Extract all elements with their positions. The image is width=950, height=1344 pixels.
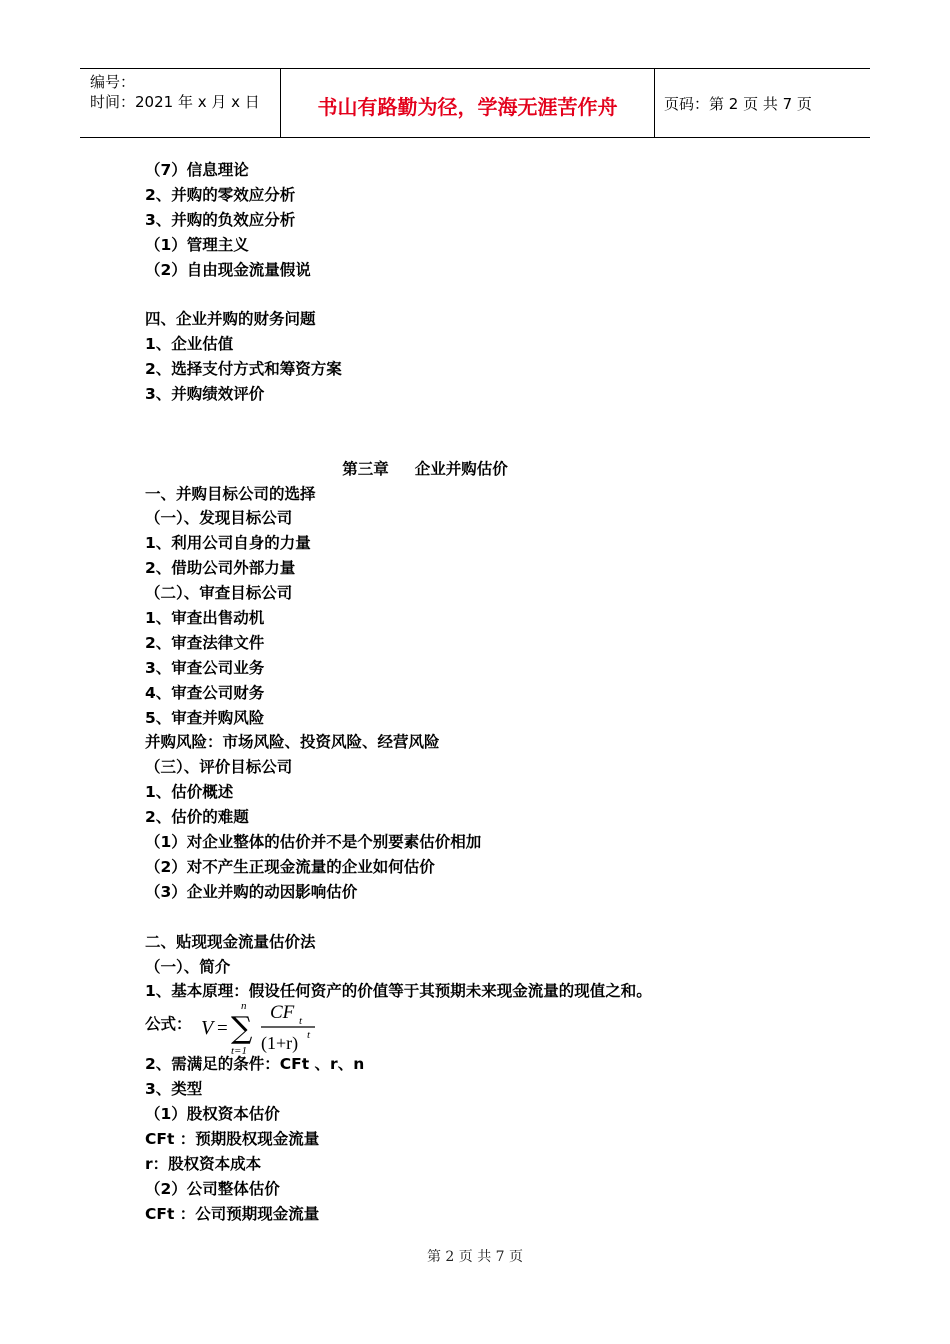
formula-denominator-superscript: t (307, 1029, 311, 1042)
text-line: （1）对企业整体的估价并不是个别要素估价相加 (145, 833, 482, 852)
text-line: （2）对不产生正现金流量的企业如何估价 (145, 857, 435, 876)
formula-numerator-subscript: t (299, 1015, 303, 1028)
dcf-formula (197, 996, 337, 1058)
text-line: 1、估价概述 (145, 783, 234, 802)
chapter-heading (145, 457, 705, 482)
section-heading: 四、企业并购的财务问题 (145, 310, 316, 329)
text-line: 2、借助公司外部力量 (145, 559, 296, 578)
text-line: （3）企业并购的动因影响估价 (145, 882, 358, 901)
formula-numerator: CF (270, 1002, 295, 1024)
header-page-info: 页码：第 2 页 共 7 页 (664, 95, 812, 113)
text-line: 2、并购的零效应分析 (145, 185, 296, 204)
text-line: （2）自由现金流量假说 (145, 260, 311, 279)
section-heading: 一、并购目标公司的选择 (145, 484, 316, 503)
text-line: （一）、发现目标公司 (145, 509, 293, 528)
header-right-cell (654, 69, 870, 137)
sum-lower-limit: t=1 (231, 1045, 247, 1058)
summation-icon: ∑ (231, 1011, 253, 1047)
text-line: CFt ：预期股权现金流量 (145, 1129, 320, 1148)
header-middle-cell (280, 69, 655, 137)
text-line: 2、需满足的条件：CFt 、r、n (145, 1055, 365, 1074)
text-line: 3、并购的负效应分析 (145, 210, 296, 229)
formula-denominator: (1+r) (261, 1033, 299, 1054)
text-line: 1、利用公司自身的力量 (145, 534, 311, 553)
text-line: 1、基本原理：假设任何资产的价值等于其预期未来现金流量的现值之和。 (145, 982, 652, 1001)
blank-line (145, 282, 845, 307)
formula-lhs: V (201, 1017, 214, 1040)
text-line: 2、审查法律文件 (145, 633, 265, 652)
text-line: CFt ：公司预期现金流量 (145, 1204, 320, 1223)
text-line: （2）公司整体估价 (145, 1179, 280, 1198)
text-line: 并购风险：市场风险、投资风险、经营风险 (145, 733, 440, 752)
text-line: 3、类型 (145, 1080, 203, 1099)
blank-line (145, 905, 845, 930)
header-left-cell (80, 69, 280, 137)
page-footer: 第 2 页 共 7 页 (426, 1249, 524, 1265)
text-line: 2、估价的难题 (145, 808, 249, 827)
text-line: （三）、评价目标公司 (145, 758, 293, 777)
document-number-label: 编号： (90, 73, 136, 91)
blank-line (145, 407, 845, 432)
document-body (145, 158, 845, 1227)
header-motto: 书山有路勤为径，学海无涯苦作舟 (317, 95, 618, 119)
text-line: r：股权资本成本 (145, 1154, 262, 1173)
text-line: 1、企业估值 (145, 335, 234, 354)
formula-label: 公式： (145, 1015, 192, 1034)
blank-line (145, 432, 845, 457)
text-line: 5、审查并购风险 (145, 708, 265, 727)
formula-equals: = (217, 1018, 228, 1040)
formula-line (145, 1000, 845, 1058)
text-line: （7）信息理论 (145, 161, 249, 179)
chapter-title: 企业并购估价 (414, 459, 508, 478)
document-date: 时间：2021 年 x 月 x 日 (90, 93, 260, 111)
text-line: 3、并购绩效评价 (145, 385, 265, 404)
text-line: 2、选择支付方式和筹资方案 (145, 360, 342, 379)
chapter-number: 第三章 (342, 459, 389, 478)
text-line: （一）、简介 (145, 957, 231, 976)
sum-upper-limit: n (241, 1000, 247, 1013)
text-line: 3、审查公司业务 (145, 658, 265, 677)
section-heading: 二、贴现现金流量估价法 (145, 932, 316, 951)
text-line: （1）股权资本估价 (145, 1105, 280, 1124)
page-header (80, 68, 870, 138)
text-line: 4、审查公司财务 (145, 683, 265, 702)
text-line: （1）管理主义 (145, 235, 249, 254)
text-line: （二）、审查目标公司 (145, 584, 293, 603)
text-line: 1、审查出售动机 (145, 609, 265, 628)
